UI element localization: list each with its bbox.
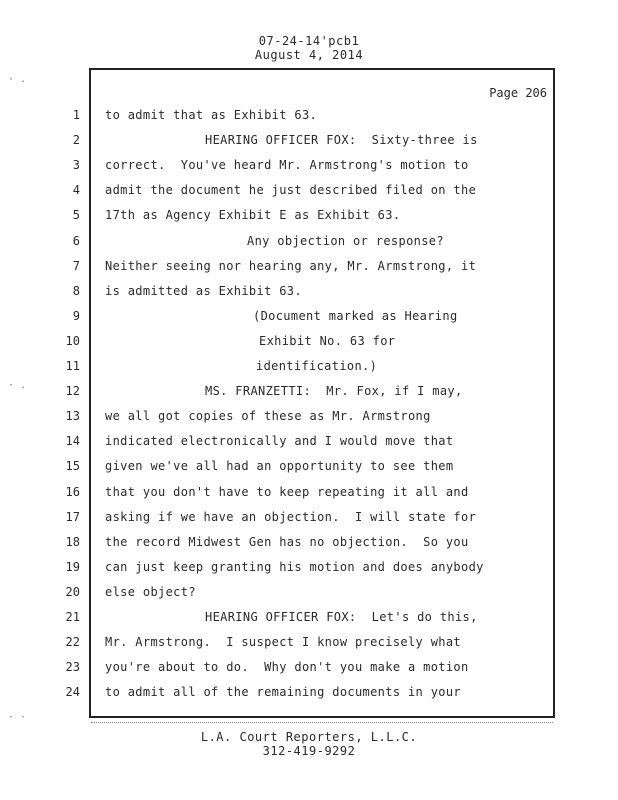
line-number: 24 <box>65 685 80 699</box>
line-number: 20 <box>65 585 80 599</box>
line-number: 5 <box>72 208 80 222</box>
line-number: 14 <box>65 434 80 448</box>
line-number: 22 <box>65 635 80 649</box>
transcript-line: can just keep granting his motion and does anybody <box>105 560 484 574</box>
line-number: 3 <box>72 158 80 172</box>
transcript-line: HEARING OFFICER FOX: Let's do this, <box>205 610 478 624</box>
line-number: 19 <box>65 560 80 574</box>
transcript-line: the record Midwest Gen has no objection. So you <box>105 535 469 549</box>
transcript-line: we all got copies of these as Mr. Armstrong <box>105 409 431 423</box>
transcript-line: given we've all had an opportunity to see them <box>105 459 454 473</box>
line-number: 17 <box>65 510 80 524</box>
transcript-line: indicated electronically and I would move that <box>105 434 454 448</box>
line-number: 4 <box>72 183 80 197</box>
line-number: 13 <box>65 409 80 423</box>
transcript-line: correct. You've heard Mr. Armstrong's motion to <box>105 158 469 172</box>
transcript-line: that you don't have to keep repeating it all and <box>105 485 469 499</box>
header-case-id: 07-24-14'pcb1 <box>258 34 360 48</box>
transcript-line: to admit that as Exhibit 63. <box>105 108 318 122</box>
transcript-line: asking if we have an objection. I will state for <box>105 510 477 524</box>
line-number: 8 <box>72 284 80 298</box>
line-number: 11 <box>65 359 80 373</box>
transcript-line: else object? <box>105 585 196 599</box>
transcript-line: Mr. Armstrong. I suspect I know precisely what <box>105 635 462 649</box>
transcript-line: Neither seeing nor hearing any, Mr. Armstrong, it <box>105 259 477 273</box>
transcript-line: you're about to do. Why don't you make a motion <box>105 660 469 674</box>
line-number: 2 <box>72 133 80 147</box>
transcript-line: identification.) <box>256 359 378 373</box>
transcript-line: 17th as Agency Exhibit E as Exhibit 63. <box>105 208 401 222</box>
line-number: 10 <box>65 334 80 348</box>
line-number: 6 <box>72 234 80 248</box>
header-date: August 4, 2014 <box>254 48 364 62</box>
line-number: 12 <box>65 384 80 398</box>
scan-mark: · · <box>8 712 27 723</box>
line-number: 9 <box>72 309 80 323</box>
scan-mark: · . <box>8 74 27 85</box>
line-number: 18 <box>65 535 80 549</box>
line-number: 23 <box>65 660 80 674</box>
transcript-line: admit the document he just described filed on the <box>105 183 477 197</box>
page-number-label: Page 206 <box>489 86 547 100</box>
line-number: 21 <box>65 610 80 624</box>
line-number: 16 <box>65 485 80 499</box>
transcript-line: is admitted as Exhibit 63. <box>105 284 302 298</box>
transcript-line: Exhibit No. 63 for <box>259 334 396 348</box>
line-number: 7 <box>72 259 80 273</box>
scan-mark: · . <box>8 380 27 391</box>
footer-reporter-name: L.A. Court Reporters, L.L.C. <box>200 730 418 744</box>
line-number: 15 <box>65 459 80 473</box>
transcript-line: Any objection or response? <box>247 234 444 248</box>
transcript-line: HEARING OFFICER FOX: Sixty-three is <box>205 133 478 147</box>
line-number: 1 <box>72 108 80 122</box>
footer-phone: 312-419-9292 <box>262 744 356 758</box>
transcript-line: (Document marked as Hearing <box>253 309 458 323</box>
transcript-line: to admit all of the remaining documents in your <box>105 685 462 699</box>
transcript-line: MS. FRANZETTI: Mr. Fox, if I may, <box>205 384 463 398</box>
